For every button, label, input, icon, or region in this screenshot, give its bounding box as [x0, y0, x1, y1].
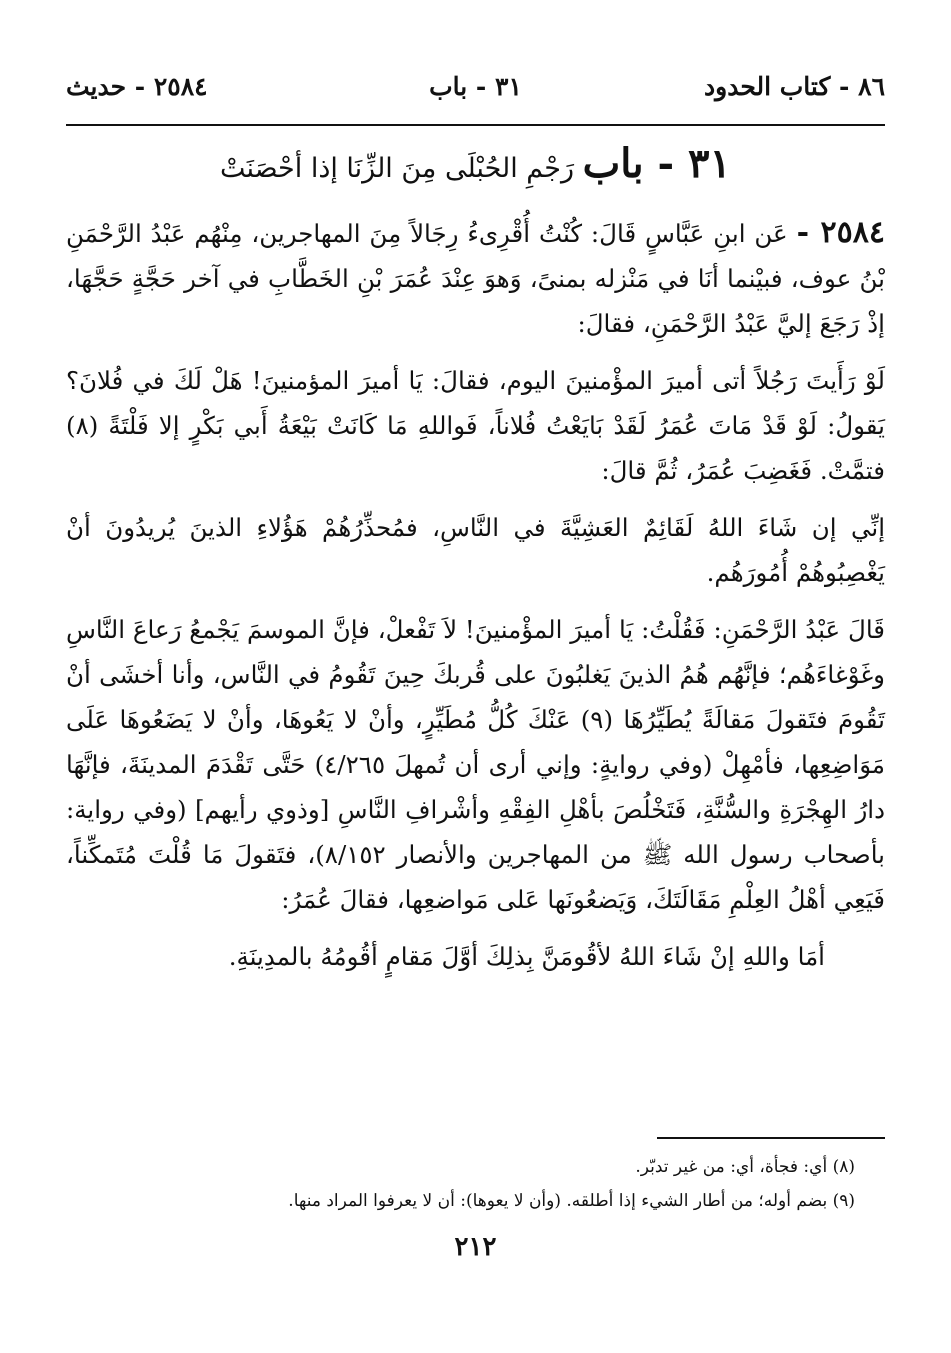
footnote-8: (٨) أي: فجأة، أي: من غير تدبّر.	[635, 1157, 855, 1177]
chapter-number: ٣١ - باب	[582, 140, 732, 187]
hadith-text-1: عَن ابنِ عَبَّاسٍ قَالَ: كُنْتُ أُقْرِىءُ رِجَالاً مِنَ المهاجرين، مِنْهُم عَبْدُ الرَّحْمَنِ بْنُ عوف، فبيْنما أنَا في مَنْزله بمنىً، وَهوَ عِنْدَ عُمَرَ بْنِ الخَطَّابِ في آخر حَجَّةٍ حَجَّهَا، إذْ رَجَعَ إليَّ عَبْدُ الرَّحْمَنِ، فقالَ:	[66, 219, 885, 338]
footnote-divider	[657, 1137, 885, 1139]
header-divider	[66, 124, 885, 126]
hadith-paragraph-4: قَالَ عَبْدُ الرَّحْمَنِ: فَقُلْتُ: يَا أميرَ المؤْمنينَ! لاَ تَفْعلْ، فإنَّ الموسمَ يَجْمعُ رَعاعَ النَّاسِ وغَوْغاءَهُم؛ فإنَّهُم هُمُ الذينَ يَغلبُونَ على قُربكَ حِينَ تَقُومُ في النَّاس، وأنا أخشَى أنْ تَقُومَ فتَقولَ مَقالَةً يُطَيِّرُهَا (٩) عَنْكَ كُلُّ مُطَيِّرٍ، وأنْ لا يَعُوهَا، وأنْ لا يَضَعُوهَا عَلَى مَوَاضِعِها، فأمْهِلْ (وفي روايةٍ: وإني أرى أن تُمهلَ ٤/٢٦٥) حَتَّى تَقْدَمَ المدينَةَ، فإنَّهَا دارُ الهِجْرَةِ والسُّنَّةِ، فَتَخْلُصَ بأهْلِ الفِقْهِ وأشْرافِ النَّاسِ [وذوي رأيهم] (وفي رواية: بأصحاب رسول الله ﷺ من المهاجرين والأنصار ٨/١٥٢)، فتَقولَ مَا قُلْتَ مُتَمكِّناً، فَيَعِي أهْلُ العِلْمِ مَقَالَتَكَ، وَيَضعُونَها عَلى مَواضعِها، فقالَ عُمَرُ:	[66, 615, 885, 914]
footnote-9: (٩) بضم أوله؛ من أطار الشيء إذا أطلقه. (وأن لا يعوها): أن لا يعرفوا المراد منها.	[288, 1191, 855, 1211]
running-header	[66, 72, 885, 112]
chapter-title: رَجْمِ الحُبْلَى مِنَ الزِّنَا إذا أحْصَنَتْ	[219, 153, 575, 184]
hadith-paragraph-2: لَوْ رَأَيتَ رَجُلاً أتى أميرَ المؤْمنينَ اليوم، فقالَ: يَا أميرَ المؤمنينَ! هَلْ لَكَ في فُلانَ؟ يَقولُ: لَوْ قَدْ مَاتَ عُمَرُ لَقَدْ بَايَعْتُ فُلاناً، فَواللهِ مَا كَانَتْ بَيْعَةُ أَبي بَكْرٍ إلا فَلْتَةً (٨) فتمَّتْ. فَغَضِبَ عُمَرُ، ثُمَّ قالَ:	[66, 366, 885, 485]
header-book-title: ٨٦ - كتاب الحدود	[704, 72, 885, 101]
hadith-paragraph-3: إنِّي إن شَاءَ اللهُ لَقَائِمٌ العَشِيَّةَ في النَّاسِ، فمُحذِّرُهُمْ هَؤُلاءِ الذينَ يُريدُونَ أنْ يَغْصِبُوهُمْ أُمُورَهُم.	[66, 513, 885, 587]
hadith-body	[66, 210, 885, 979]
header-hadith-number: ٢٥٨٤ - حديث	[66, 72, 208, 101]
header-chapter: ٣١ - باب	[429, 72, 522, 101]
hadith-paragraph-5: أمَا واللهِ إنْ شَاءَ اللهُ لأقُومَنَّ بِذلِكَ أوَّلَ مَقامٍ أقُومُهُ بالمدِينَةِ.	[228, 942, 825, 971]
hadith-number: ٢٥٨٤ -	[796, 215, 885, 250]
hadith-paragraph-1	[66, 210, 885, 346]
chapter-heading	[66, 140, 885, 193]
footnotes	[66, 1150, 855, 1218]
page-number: ٢١٢	[454, 1232, 497, 1262]
